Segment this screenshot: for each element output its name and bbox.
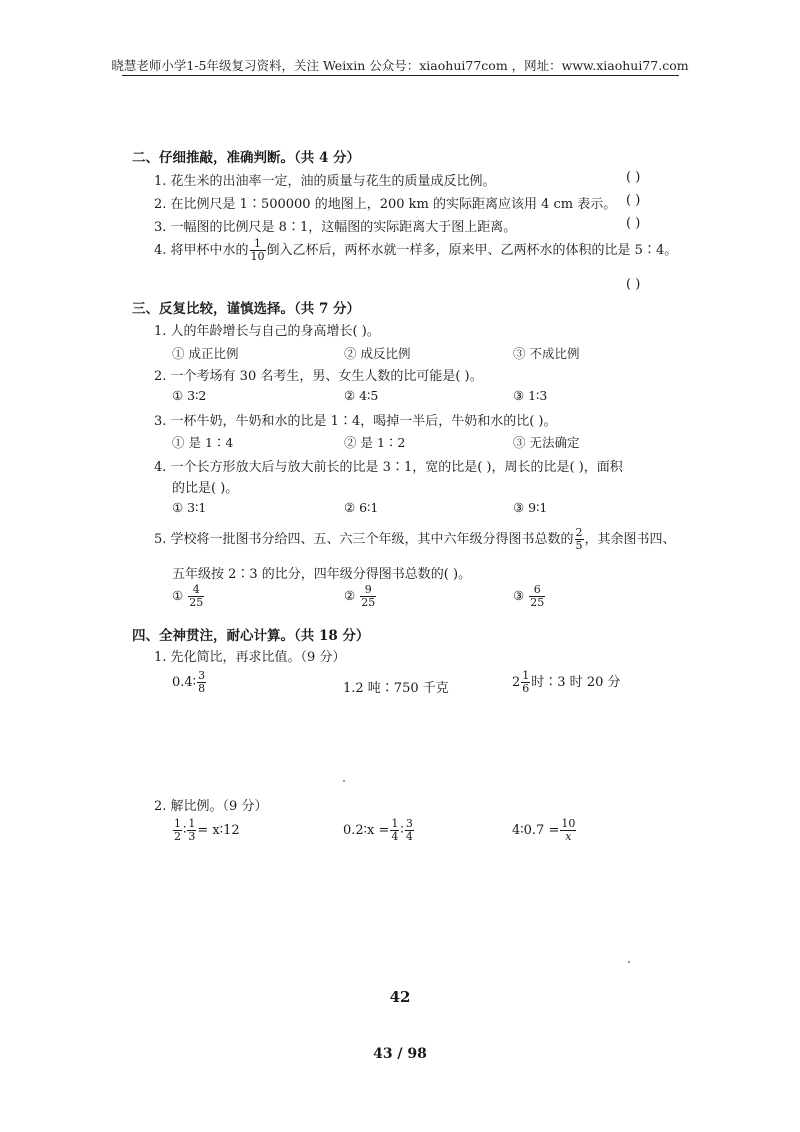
fraction-numerator: 6 xyxy=(529,584,545,597)
section-2-title: 二、仔细推敲，准确判断。（共 4 分） xyxy=(132,150,361,166)
fraction-denominator: 4 xyxy=(405,830,413,844)
fraction-denominator: 25 xyxy=(361,596,376,610)
s2-question-3: 3. 一幅图的比例尺是 8∶1，这幅图的实际距离大于图上距离。 xyxy=(154,220,517,235)
expression-fraction xyxy=(521,670,530,695)
s3-question-4-line-2: 的比是( )。 xyxy=(172,481,239,496)
s3-q2-option-2[interactable]: ② 4∶5 xyxy=(344,388,379,403)
fraction-numerator: 3 xyxy=(198,669,206,682)
fraction-numerator: 3 xyxy=(405,817,413,830)
option-fraction xyxy=(188,584,204,609)
s3-q5-text-pre: 5. 学校将一批图书分给四、五、六三个年级，其中六年级分得图书总数的 xyxy=(154,532,574,548)
fraction-denominator: 8 xyxy=(198,682,206,696)
expression-text: 4∶0.7 = xyxy=(512,823,560,839)
s3-q4-option-3[interactable]: ③ 9∶1 xyxy=(513,500,548,515)
fraction-numerator: 4 xyxy=(188,584,204,597)
expression-fraction xyxy=(405,818,414,843)
header-divider xyxy=(122,75,679,76)
s4-solve-a xyxy=(172,818,240,843)
s4-subsection-2-title: 2. 解比例。（9 分） xyxy=(154,799,268,814)
fraction-numerator: 2 xyxy=(575,526,583,539)
s4-solve-c xyxy=(512,818,577,843)
expression-fraction xyxy=(390,818,399,843)
s3-q1-option-1[interactable]: ① 成正比例 xyxy=(172,346,239,361)
s2-q2-answer-paren[interactable]: ( ) xyxy=(626,193,641,208)
option-marker: ② xyxy=(344,588,356,604)
s4-simplify-a xyxy=(172,670,207,695)
s3-q4-option-2[interactable]: ② 6∶1 xyxy=(344,500,379,515)
page-counter: 43 / 98 xyxy=(373,1046,427,1062)
s2-question-2: 2. 在比例尺是 1∶500000 的地图上，200 km 的实际距离应该用 4 cm 表示。 xyxy=(154,197,617,212)
fraction-denominator: 10 xyxy=(250,250,265,264)
option-marker: ③ xyxy=(513,588,525,604)
expression-text: ∶ xyxy=(183,823,187,839)
expression-fraction xyxy=(197,670,206,695)
expression-text: 0.4∶ xyxy=(172,675,197,691)
s2-q4-fraction xyxy=(250,238,266,263)
expression-text: 时∶3 时 20 分 xyxy=(531,675,621,691)
option-fraction xyxy=(360,584,376,609)
s3-q5-option-3[interactable] xyxy=(513,584,546,609)
s2-question-4 xyxy=(154,238,677,263)
expression-text: 2 xyxy=(512,675,521,691)
fraction-denominator: 2 xyxy=(174,830,181,844)
s3-question-3: 3. 一杯牛奶，牛奶和水的比是 1∶4，喝掉一半后，牛奶和水的比( )。 xyxy=(154,414,557,429)
s2-question-1: 1. 花生米的出油率一定，油的质量与花生的质量成反比例。 xyxy=(154,174,496,189)
fraction-denominator: 25 xyxy=(530,596,545,610)
fraction-denominator: 5 xyxy=(575,539,583,553)
s3-q5-text-post: ，其余图书四、 xyxy=(584,532,676,548)
scan-speck xyxy=(343,780,345,782)
fraction-denominator: 25 xyxy=(189,596,204,610)
s3-question-5-line-2: 五年级按 2∶3 的比分，四年级分得图书总数的( )。 xyxy=(172,567,472,582)
fraction-numerator: 9 xyxy=(360,584,376,597)
s4-subsection-1-title: 1. 先化简比，再求比值。（9 分） xyxy=(154,650,346,665)
expression-fraction xyxy=(560,818,576,843)
fraction-numerator: 1 xyxy=(391,817,399,830)
s3-question-4-line-1: 4. 一个长方形放大后与放大前长的比是 3∶1，宽的比是( )，周长的比是( )，面积 xyxy=(154,460,623,475)
option-marker: ① xyxy=(172,588,184,604)
s3-q1-option-2[interactable]: ② 成反比例 xyxy=(344,346,411,361)
expression-text: ∶ xyxy=(400,823,404,839)
s3-q3-option-1[interactable]: ① 是 1∶4 xyxy=(172,435,234,450)
fraction-numerator: 10 xyxy=(561,817,576,830)
s3-q2-option-3[interactable]: ③ 1∶3 xyxy=(513,388,548,403)
s3-q2-option-1[interactable]: ① 3∶2 xyxy=(172,388,207,403)
option-fraction xyxy=(529,584,545,609)
page-header-text: 晓慧老师小学1-5年级复习资料，关注 Weixin 公众号：xiaohui77com ，网址：www.xiaohui77.com xyxy=(111,58,689,73)
fraction-numerator: 1 xyxy=(174,817,181,830)
fraction-denominator: 4 xyxy=(391,830,399,844)
expression-fraction xyxy=(187,818,196,843)
s2-q1-answer-paren[interactable]: ( ) xyxy=(626,170,641,185)
section-3-title: 三、反复比较，谨慎选择。（共 7 分） xyxy=(132,301,361,317)
expression-text: 0.2∶x = xyxy=(343,823,390,839)
s3-q3-option-3[interactable]: ③ 无法确定 xyxy=(513,435,580,450)
s3-q5-option-2[interactable] xyxy=(344,584,377,609)
scan-speck xyxy=(628,961,630,963)
section-4-title: 四、全神贯注，耐心计算。（共 18 分） xyxy=(132,628,370,644)
s2-q4-text-post: 倒入乙杯后，两杯水就一样多，原来甲、乙两杯水的体积的比是 5∶4。 xyxy=(266,243,678,259)
s3-q3-option-2[interactable]: ② 是 1∶2 xyxy=(344,435,406,450)
s2-q4-answer-paren[interactable]: ( ) xyxy=(626,277,641,292)
s4-simplify-c xyxy=(512,670,621,695)
s3-question-1: 1. 人的年龄增长与自己的身高增长( )。 xyxy=(154,324,380,339)
s4-simplify-b: 1.2 吨∶750 千克 xyxy=(343,681,449,696)
s3-q4-option-1[interactable]: ① 3∶1 xyxy=(172,500,207,515)
s3-q1-option-3[interactable]: ③ 不成比例 xyxy=(513,346,580,361)
s3-q5-option-1[interactable] xyxy=(172,584,205,609)
fraction-denominator: 3 xyxy=(188,830,196,844)
s4-solve-b xyxy=(343,818,415,843)
fraction-numerator: 1 xyxy=(188,817,196,830)
fraction-denominator: 6 xyxy=(522,682,530,696)
s3-question-5-line-1 xyxy=(154,527,676,552)
page-number: 42 xyxy=(389,988,411,1006)
s2-q4-text-pre: 4. 将甲杯中水的 xyxy=(154,243,249,259)
expression-text: = x∶12 xyxy=(197,823,240,839)
s3-question-2: 2. 一个考场有 30 名考生，男、女生人数的比可能是( )。 xyxy=(154,369,483,384)
s2-q3-answer-paren[interactable]: ( ) xyxy=(626,216,641,231)
fraction-denominator: x xyxy=(565,830,572,844)
expression-fraction xyxy=(173,818,182,843)
s3-q5-fraction xyxy=(575,527,584,552)
fraction-numerator: 1 xyxy=(250,238,266,251)
fraction-numerator: 1 xyxy=(522,669,530,682)
